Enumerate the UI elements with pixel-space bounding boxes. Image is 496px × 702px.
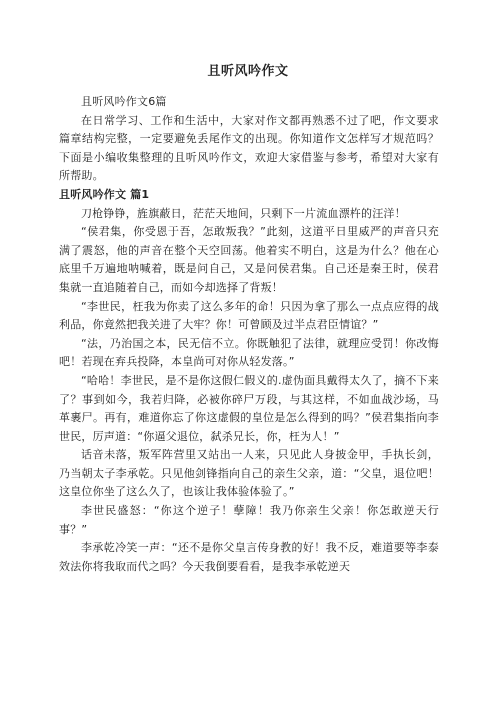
body-paragraph: “法，乃治国之本，民无信不立。你既触犯了法律，就理应受罚！你改悔吧！若现在弃兵投降，本皇尚可对你从轻发落。” [59,336,439,369]
body-paragraph: 李世民盛怒：“你这个逆子！孽障！我乃你亲生父亲！你怎敢逆天行事？” [59,504,439,536]
body-paragraph: 刀枪铮铮，旌旗蔽日，茫茫天地间，只剩下一片流血漂杵的汪洋！ [81,206,406,220]
body-paragraph: “李世民，枉我为你卖了这么多年的命！只因为拿了那么一点点应得的战利品，你竟然把我关进了大牢？你！可曾顾及过半点君臣情谊？” [59,299,439,332]
body-paragraph: 李承乾冷笑一声：“还不是你父皇言传身教的好！我不反，难道要等李泰效法你将我取而代之吗？今天我倒要看看，是我李承乾逆天 [59,541,439,573]
intro-paragraph: 在日常学习、工作和生活中，大家对作文都再熟悉不过了吧，作文要求篇章结构完整，一定要避免丢尾作文的出现。你知道作文怎样写才规范吗？下面是小编收集整理的且听风吟作文，欢迎大家借鉴与参考，希望对大家有所帮助。 [59,113,439,183]
document-title: 且听风吟作文 [207,64,289,79]
body-paragraph: “哈哈！李世民，是不是你这假仁假义的.虚伪面具戴得太久了，摘不下来了？事到如今，我若归降，必被你碎尸万段，与其这样，不如血战沙场，马革裹尸。再有，难道你忘了你这虚假的皇位是怎么得到的吗？”侯君集指向李世民，厉声道：“你逼父退位，弑杀兄长，你，枉为人！” [59,373,439,443]
body-paragraph: “侯君集，你受恩于吾，怎敢叛我？”此刻，这道平日里威严的声音只充满了震怒，他的声音在整个天空回荡。他着实不明白，这是为什么？他在心底里千万遍地呐喊着，既是问自己，又是问侯君集。自己还是秦王时，侯君集就一直追随着自己，而如今却选择了背叛！ [59,225,439,294]
document-subtitle: 且听风吟作文6篇 [81,95,167,108]
document-body [59,93,439,576]
body-paragraph: 话音未落，叛军阵营里又站出一人来，只见此人身披金甲，手执长剑，乃当朝太子李承乾。只见他剑锋指向自己的亲生父亲，道：“父皇，退位吧！这皇位你坐了这么久了，也该让我体验体验了。” [59,448,439,499]
section-heading: 且听风吟作文 篇1 [59,187,150,201]
